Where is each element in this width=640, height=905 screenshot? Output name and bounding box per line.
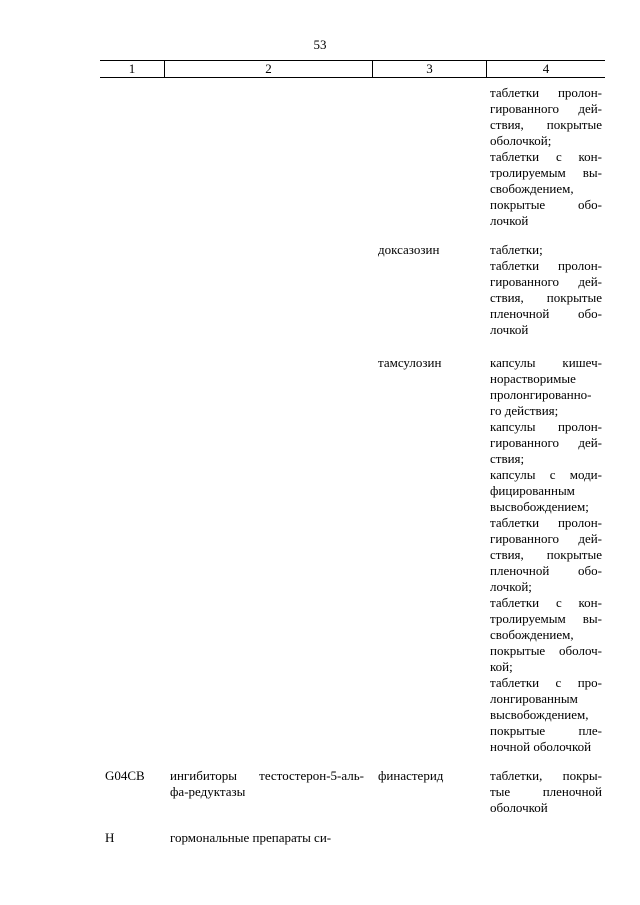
drug-name-cell: тамсулозин [378,355,442,370]
dosage-form-line: пленочной обо- [490,563,602,578]
dosage-form-line: го действия; [490,403,559,418]
dosage-form-line: таблетки с кон- [490,149,602,164]
dosage-form-line: норастворимые [490,371,576,386]
dosage-form-line: ствия; [490,451,525,466]
dosage-form-line: таблетки; [490,242,543,257]
code-cell: G04CB [105,768,145,783]
dosage-form-line: таблетки с про- [490,675,602,690]
dosage-form-line: гированного дей- [490,274,602,289]
dosage-form-line: ночной оболочкой [490,739,592,754]
dosage-form-line: покрытые обо- [490,197,602,212]
dosage-form-line: капсулы пролон- [490,419,602,434]
drug-name-cell: доксазозин [378,242,440,257]
group-name-line: фа-редуктазы [170,784,246,799]
dosage-form-line: фицированным [490,483,575,498]
code-cell: H [105,830,115,845]
group-name-line: гормональные препараты си- [170,830,332,845]
dosage-form-line: таблетки пролон- [490,515,602,530]
dosage-form-line: высвобождением, [490,707,589,722]
header-col-1: 1 [128,61,136,76]
dosage-form-line: оболочкой [490,800,548,815]
header-col-3: 3 [426,61,433,76]
dosage-form-line: свобождением, [490,627,574,642]
dosage-form-line: свобождением, [490,181,574,196]
dosage-form-line: лочкой [490,322,529,337]
dosage-form-line: покрытые оболоч- [490,643,602,658]
dosage-form-line: тролируемым вы- [490,611,602,626]
dosage-form-line: оболочкой; [490,133,552,148]
dosage-form-line: таблетки, покры- [490,768,602,783]
dosage-form-line: ствия, покрытые [490,547,602,562]
dosage-form-line: лочкой [490,213,529,228]
dosage-form-line: ствия, покрытые [490,290,602,305]
dosage-form-line: кой; [490,659,513,674]
dosage-form-line: тролируемым вы- [490,165,602,180]
dosage-form-line: гированного дей- [490,435,602,450]
drug-name-cell: финастерид [378,768,444,783]
dosage-form-line: капсулы с моди- [490,467,602,482]
dosage-form-line: таблетки с кон- [490,595,602,610]
dosage-form-line: тые пленочной [490,784,602,799]
dosage-form-line: ствия, покрытые [490,117,602,132]
header-col-2: 2 [265,61,272,76]
dosage-form-line: пленочной обо- [490,306,602,321]
dosage-form-line: лочкой; [490,579,532,594]
dosage-form-line: пролонгированно- [490,387,592,402]
dosage-form-line: таблетки пролон- [490,258,602,273]
dosage-form-line: лонгированным [490,691,578,706]
page-number: 53 [313,37,327,52]
group-name-line: ингибиторы тестостерон-5-аль- [170,768,364,783]
table-header-bottom-border [100,77,605,78]
dosage-form-line: покрытые пле- [490,723,602,738]
header-col-4: 4 [542,61,550,76]
dosage-form-line: таблетки пролон- [490,85,602,100]
dosage-form-line: высвобождением; [490,499,589,514]
dosage-form-line: гированного дей- [490,531,602,546]
dosage-form-line: капсулы кишеч- [490,355,602,370]
dosage-form-line: гированного дей- [490,101,602,116]
